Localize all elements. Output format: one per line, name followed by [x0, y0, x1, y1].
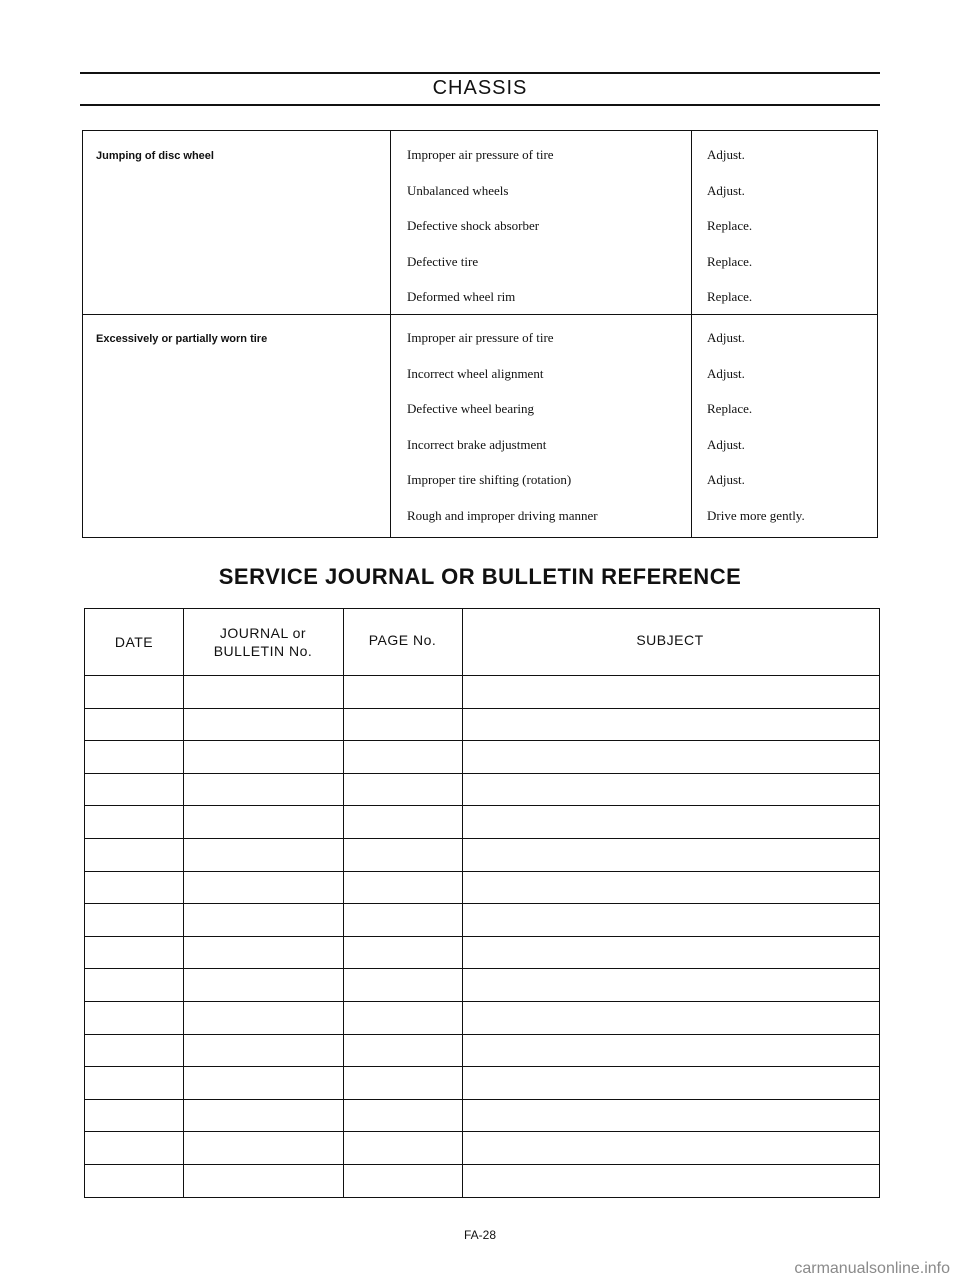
- column-header-subject-label: SUBJECT: [636, 632, 704, 648]
- cause-text: Incorrect brake adjustment: [407, 436, 547, 452]
- condition-label: Excessively or partially worn tire: [96, 333, 268, 345]
- column-header-journal-line1: JOURNAL or: [219, 625, 307, 641]
- column-header-page: [343, 609, 462, 675]
- remedy-text: Adjust.: [707, 330, 745, 345]
- column-header-date: [85, 609, 183, 675]
- journal-row[interactable]: [85, 1066, 879, 1098]
- diagnosis-table: [82, 130, 878, 538]
- journal-row-divider: [85, 1066, 879, 1067]
- cause-text: Rough and improper driving manner: [407, 507, 598, 523]
- journal-row-divider: [85, 936, 879, 937]
- remedy-text: Adjust.: [707, 365, 745, 381]
- condition-label: Jumping of disc wheel: [96, 150, 214, 162]
- journal-row-divider: [85, 1001, 879, 1002]
- journal-row[interactable]: [85, 903, 879, 935]
- journal-row-divider: [85, 1131, 879, 1132]
- journal-row-divider: [85, 1164, 879, 1165]
- cause-text: Unbalanced wheels: [407, 182, 509, 198]
- journal-row[interactable]: [85, 1099, 879, 1131]
- remedy-text: Adjust.: [707, 182, 745, 198]
- journal-section-title: SERVICE JOURNAL OR BULLETIN REFERENCE: [218, 564, 742, 589]
- journal-row-divider: [85, 805, 879, 806]
- cause-text: Incorrect wheel alignment: [407, 365, 544, 381]
- remedy-text: Replace.: [707, 218, 753, 233]
- journal-row[interactable]: [85, 1001, 879, 1033]
- remedy-text: Replace.: [707, 401, 753, 416]
- remedy-text: Replace.: [707, 253, 753, 269]
- column-header-journal-line2: BULLETIN No.: [213, 643, 313, 659]
- cause-text: Defective tire: [407, 253, 479, 269]
- column-header-subject: [462, 609, 878, 675]
- diagnosis-group-divider: [83, 314, 877, 315]
- journal-row-divider: [85, 708, 879, 709]
- journal-row-divider: [85, 968, 879, 969]
- header-rule-top: [80, 72, 880, 74]
- journal-row[interactable]: [85, 773, 879, 805]
- journal-row[interactable]: [85, 1131, 879, 1163]
- journal-row-divider: [85, 740, 879, 741]
- journal-row-divider: [85, 773, 879, 774]
- journal-row[interactable]: [85, 838, 879, 870]
- column-header-date-label: DATE: [114, 634, 154, 650]
- journal-row[interactable]: [85, 968, 879, 1000]
- journal-row[interactable]: [85, 936, 879, 968]
- diagnosis-divider-remedy: [691, 131, 692, 537]
- cause-text: Defective wheel bearing: [407, 401, 535, 416]
- cause-text: Improper air pressure of tire: [407, 147, 554, 162]
- journal-table: [84, 608, 880, 1198]
- page-number: FA-28: [463, 1228, 496, 1242]
- journal-row-divider: [85, 1034, 879, 1035]
- remedy-text: Adjust.: [707, 472, 745, 487]
- journal-row[interactable]: [85, 675, 879, 707]
- journal-row[interactable]: [85, 1164, 879, 1196]
- journal-row[interactable]: [85, 871, 879, 903]
- cause-text: Defective shock absorber: [407, 218, 540, 233]
- remedy-text: Replace.: [707, 289, 753, 304]
- column-header-page-label: PAGE No.: [368, 632, 437, 648]
- cause-text: Improper tire shifting (rotation): [407, 472, 572, 487]
- journal-row[interactable]: [85, 805, 879, 837]
- journal-row-divider: [85, 903, 879, 904]
- journal-row[interactable]: [85, 708, 879, 740]
- journal-row[interactable]: [85, 1034, 879, 1066]
- header-rule-bottom: [80, 104, 880, 106]
- remedy-text: Adjust.: [707, 147, 745, 162]
- page-title: CHASSIS: [432, 77, 528, 99]
- journal-row-divider: [85, 838, 879, 839]
- journal-row[interactable]: [85, 740, 879, 772]
- diagnosis-divider-cause: [390, 131, 391, 537]
- remedy-text: Drive more gently.: [707, 507, 805, 523]
- journal-row-divider: [85, 1099, 879, 1100]
- watermark: carmanualsonline.info: [794, 1260, 950, 1277]
- cause-text: Improper air pressure of tire: [407, 330, 554, 345]
- column-header-journal: [183, 609, 343, 675]
- cause-text: Deformed wheel rim: [407, 289, 516, 304]
- remedy-text: Adjust.: [707, 436, 745, 452]
- journal-row-divider: [85, 871, 879, 872]
